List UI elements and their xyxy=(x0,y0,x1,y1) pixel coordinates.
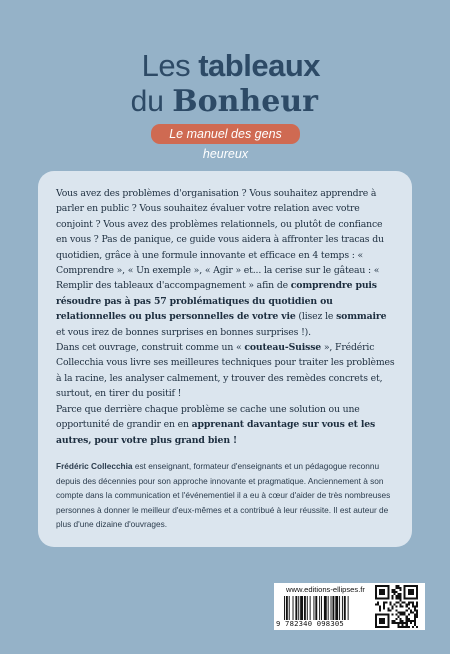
title-les: Les xyxy=(141,48,199,83)
blurb-paragraph-3 xyxy=(56,402,395,448)
author-name: Frédéric Collecchia xyxy=(56,460,133,471)
title-tableaux: tableaux xyxy=(198,48,320,83)
title-line-1 xyxy=(2,48,320,84)
title-du: du xyxy=(130,85,173,118)
title-line-2 xyxy=(0,84,318,120)
blurb-p1-text: Vous avez des problèmes d'organisation ? Vous souhaitez apprendre à parler en public ? Vous souhaitez évaluer votre relation avec votre conjoint ? Vous avez des problèmes relationnels, ou plutôt de confiance en vous ? Pas de panique, ce guide vous aidera à affronter les tracas du quotidien, grâce à une formule innovante et efficace en 4 temps : « Comprendre », « Un exemple », « Agir » et... la cerise sur le gâteau : « Remplir des tableaux d'accompagnement » afin de xyxy=(56,188,384,292)
blurb-p1-bold: comprendre puis résoudre pas à pas 57 problématiques du quotidien ou relationnelles ou plus personnelles de votre vie xyxy=(56,280,377,323)
barcode-panel xyxy=(274,583,425,630)
subtitle-badge: Le manuel des gens heureux xyxy=(151,124,300,144)
blurb-p2-start: Dans cet ouvrage, construit comme un « xyxy=(56,342,245,354)
blurb-paragraph-2 xyxy=(56,340,395,402)
publisher-website: www.editions-ellipses.fr xyxy=(286,585,365,594)
blurb-p1-sommaire: sommaire xyxy=(336,311,387,323)
blurb-panel xyxy=(38,171,412,547)
blurb-text xyxy=(56,186,395,448)
blurb-p3-bold: apprenant davantage sur vous et les autres, pour votre plus grand bien ! xyxy=(56,419,376,446)
blurb-p1-end: et vous irez de bonnes surprises en bonnes surprises !). xyxy=(56,326,311,338)
blurb-p2-bold: couteau-Suisse xyxy=(244,342,322,354)
blurb-p2-end: », Frédéric Collecchia vous livre ses meilleures techniques pour traiter les problèmes à la racine, les analyser calmement, y trouver des remèdes concrets et, surtout, en tirer du positif ! xyxy=(56,342,395,400)
author-bio xyxy=(56,459,395,532)
blurb-p1-mid: (lisez le xyxy=(295,311,337,323)
qr-code-icon xyxy=(375,585,418,628)
book-title xyxy=(0,48,450,120)
barcode-icon xyxy=(284,596,370,620)
author-bio-text: est enseignant, formateur d'enseignants et un pédagogue reconnu depuis des décennies pour son approche innovante et pragmatique. Anciennement à son compte dans la communication et l'événementiel il a eu à cœur d'aider de très nombreuses personnes à donner le meilleur d'eux-mêmes et a contribué à leur réussite. Il est auteur de plus d'une dizaine d'ouvrages. xyxy=(56,460,391,530)
title-bonheur: Bonheur xyxy=(172,84,318,119)
blurb-p3-start: Parce que derrière chaque problème se cache une solution ou une opportunité de grandir en en xyxy=(56,403,360,431)
blurb-paragraph-1 xyxy=(56,186,395,340)
isbn-number: 9 782340 098305 xyxy=(276,619,344,628)
